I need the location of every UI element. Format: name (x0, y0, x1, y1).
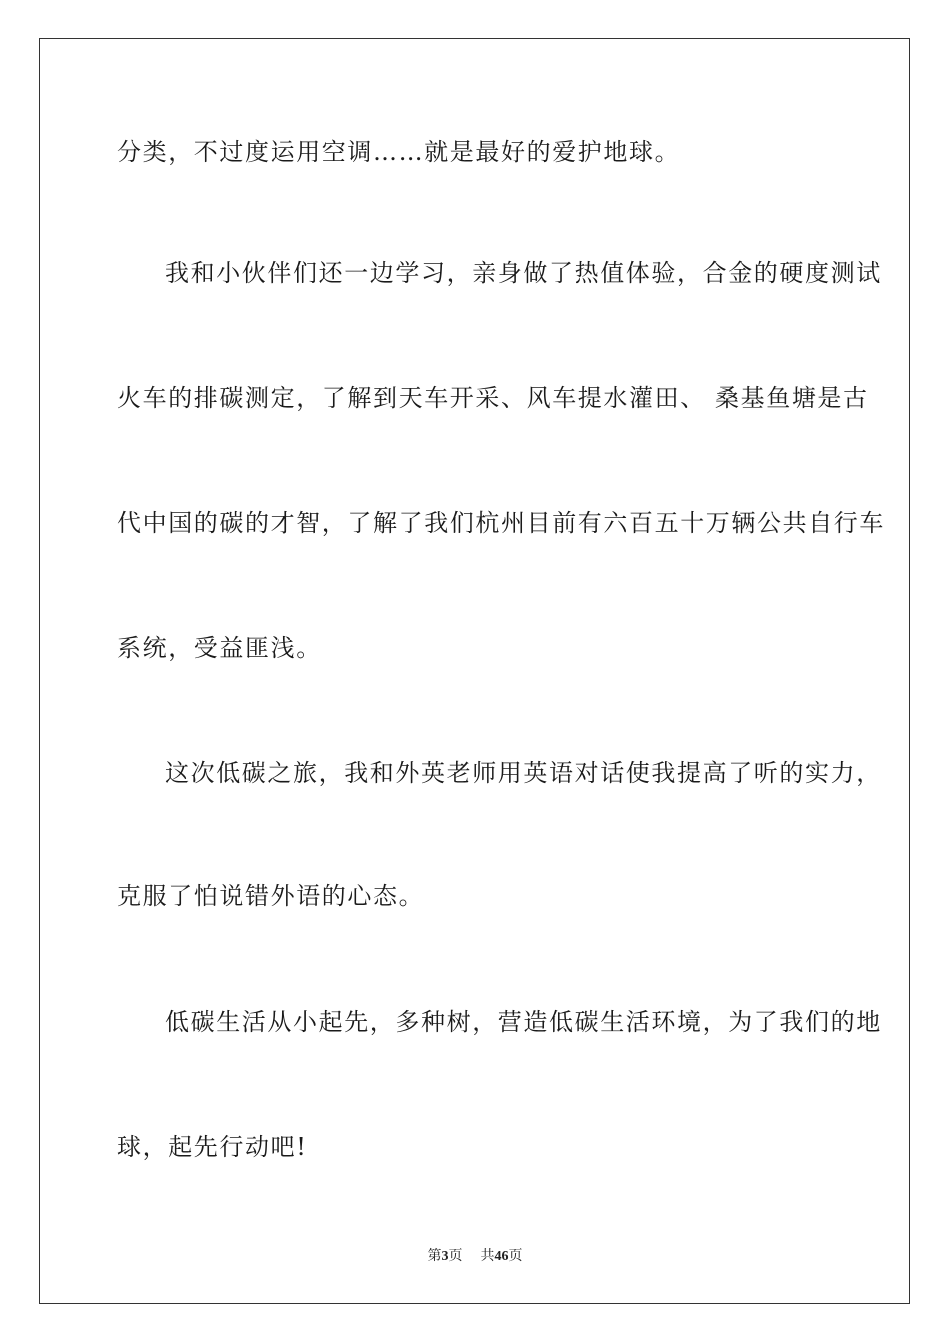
page-footer (0, 1247, 950, 1267)
page-border (39, 38, 910, 1304)
paragraph-line-1: 分类，不过度运用空调……就是最好的爱护地球。 (117, 138, 681, 166)
paragraph-line-5: 系统，受益匪浅。 (117, 634, 322, 662)
paragraph-line-8: 低碳生活从小起先，多种树，营造低碳生活环境，为了我们的地 (165, 1008, 882, 1036)
total-suffix: 页 (508, 1249, 523, 1264)
paragraph-line-4: 代中国的碳的才智，了解了我们杭州目前有六百五十万辆公共自行车 (117, 509, 885, 537)
paragraph-line-3: 火车的排碳测定，了解到天车开采、风车提水灌田、 桑基鱼塘是古 (117, 384, 869, 412)
paragraph-line-7: 克服了怕说错外语的心态。 (117, 882, 425, 910)
paragraph-line-2: 我和小伙伴们还一边学习，亲身做了热值体验，合金的硬度测试 (165, 259, 882, 287)
page-number: 3 (441, 1249, 449, 1264)
paragraph-line-6: 这次低碳之旅，我和外英老师用英语对话使我提高了听的实力， (165, 759, 882, 787)
page-prefix: 第 (427, 1249, 442, 1264)
total-pages: 46 (494, 1249, 509, 1264)
paragraph-line-9: 球，起先行动吧! (117, 1133, 308, 1161)
page-suffix: 页 (448, 1249, 463, 1264)
total-prefix: 共 (480, 1249, 495, 1264)
